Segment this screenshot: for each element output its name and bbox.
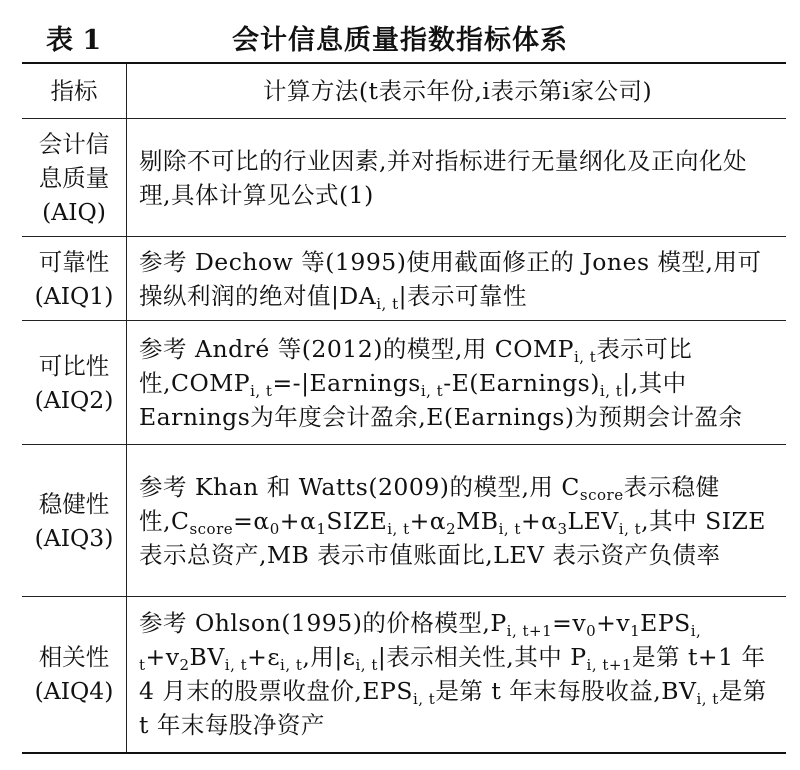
table-row <box>22 445 786 597</box>
method-text: -E(Earnings) <box>443 368 600 397</box>
method-text: ,用|ε <box>302 643 356 672</box>
method-text: 表示可比性,COMP <box>139 334 693 397</box>
method-text: |表示可靠性 <box>398 281 528 310</box>
subscript: 0 <box>269 519 280 538</box>
subscript: i, t+1 <box>506 622 553 641</box>
subscript: i, t <box>387 519 410 538</box>
subscript: i, t <box>224 656 248 675</box>
method-text: +ε <box>247 643 281 672</box>
method-text: 剔除不可比的行业因素,并对指标进行无量纲化及正向化处理,具体计算见公式(1) <box>139 146 747 209</box>
method-cell <box>127 321 787 445</box>
method-text: =v <box>552 609 587 638</box>
method-text: SIZE <box>326 506 388 535</box>
method-text: +α <box>409 506 447 535</box>
table-row <box>22 321 786 445</box>
indicator-line: 息质量 <box>38 163 110 192</box>
method-text: 参考 Ohlson(1995)的价格模型,P <box>139 609 507 638</box>
method-text: +α <box>279 506 317 535</box>
indicator-line: 相关性 <box>38 643 110 672</box>
method-text: 参考 André 等(2012)的模型,用 COMP <box>139 334 574 363</box>
header-method: 计算方法(t表示年份,i表示第i家公司) <box>127 63 787 119</box>
method-text: 是第 t 年末每股净资产 <box>139 677 767 740</box>
subscript: 1 <box>316 519 327 538</box>
header-indicator: 指标 <box>22 63 127 119</box>
method-text: +v <box>145 643 180 672</box>
subscript: i, t <box>250 381 273 400</box>
subscript: i, t <box>376 294 399 313</box>
subscript: i, t <box>412 690 436 709</box>
subscript: i, t <box>420 381 444 400</box>
method-text: 是第 t+1 年 4 月末的股票收盘价,EPS <box>139 643 766 706</box>
subscript: 3 <box>557 519 568 538</box>
method-text: ,其中 SIZE 表示总资产,MB 表示市值账面比,LEV 表示资产负债率 <box>139 506 766 569</box>
subscript: i, t <box>355 656 378 675</box>
table-title: 会计信息质量指数指标体系 <box>232 25 568 56</box>
header-row <box>22 63 786 119</box>
indicator-line: 可比性 <box>38 351 110 380</box>
method-text: =α <box>233 506 270 535</box>
indicator-cell <box>22 119 127 237</box>
subscript: 2 <box>446 519 457 538</box>
table-caption <box>0 14 800 58</box>
subscript: i, t <box>498 519 521 538</box>
method-cell <box>127 445 787 597</box>
indicator-line: (AIQ3) <box>34 523 114 552</box>
table-number: 表 1 <box>46 25 102 56</box>
indicator-line: (AIQ) <box>42 197 106 226</box>
subscript: 2 <box>179 656 190 675</box>
table-row <box>22 597 786 753</box>
subscript: i, t <box>618 519 642 538</box>
method-text: 是第 t 年末每股收益,BV <box>435 677 697 706</box>
indicator-cell <box>22 321 127 445</box>
method-text: 表示稳健性,C <box>139 472 720 535</box>
subscript: i, t <box>573 347 597 366</box>
method-text: LEV <box>567 506 619 535</box>
subscript: score <box>189 519 234 538</box>
method-cell <box>127 119 787 237</box>
indicator-line: 可靠性 <box>38 247 110 276</box>
subscript: i, t <box>139 622 702 675</box>
method-text: BV <box>189 643 225 672</box>
method-text: +α <box>520 506 558 535</box>
indicator-line: (AIQ1) <box>34 281 114 310</box>
indicator-line: 稳健性 <box>38 489 110 518</box>
subscript: 1 <box>630 622 641 641</box>
subscript: i, t <box>280 656 303 675</box>
indicator-line: 会计信 <box>38 129 110 158</box>
method-text: +v <box>596 609 631 638</box>
table-row <box>22 119 786 237</box>
method-text: MB <box>456 506 499 535</box>
method-text: |,其中 Earnings为年度会计盈余,E(Earnings)为预期会计盈余 <box>139 368 743 431</box>
indicator-line: (AIQ2) <box>34 385 114 414</box>
subscript: score <box>579 485 624 504</box>
method-text: |表示相关性,其中 P <box>377 643 587 672</box>
method-text: 参考 Khan 和 Watts(2009)的模型,用 C <box>139 472 580 501</box>
subscript: 0 <box>586 622 597 641</box>
subscript: i, t+1 <box>586 656 633 675</box>
method-cell <box>127 597 787 753</box>
indicator-line: (AIQ4) <box>34 677 114 706</box>
method-text: EPS <box>640 609 691 638</box>
indicator-table <box>22 62 786 754</box>
indicator-cell <box>22 445 127 597</box>
subscript: i, t <box>599 381 623 400</box>
indicator-cell <box>22 237 127 321</box>
indicator-cell <box>22 597 127 753</box>
method-text: 参考 Dechow 等(1995)使用截面修正的 Jones 模型,用可操纵利润的绝对值|DA <box>139 247 762 310</box>
table-row <box>22 237 786 321</box>
method-text: =-|Earnings <box>272 368 421 397</box>
method-cell <box>127 237 787 321</box>
subscript: i, t <box>696 690 719 709</box>
